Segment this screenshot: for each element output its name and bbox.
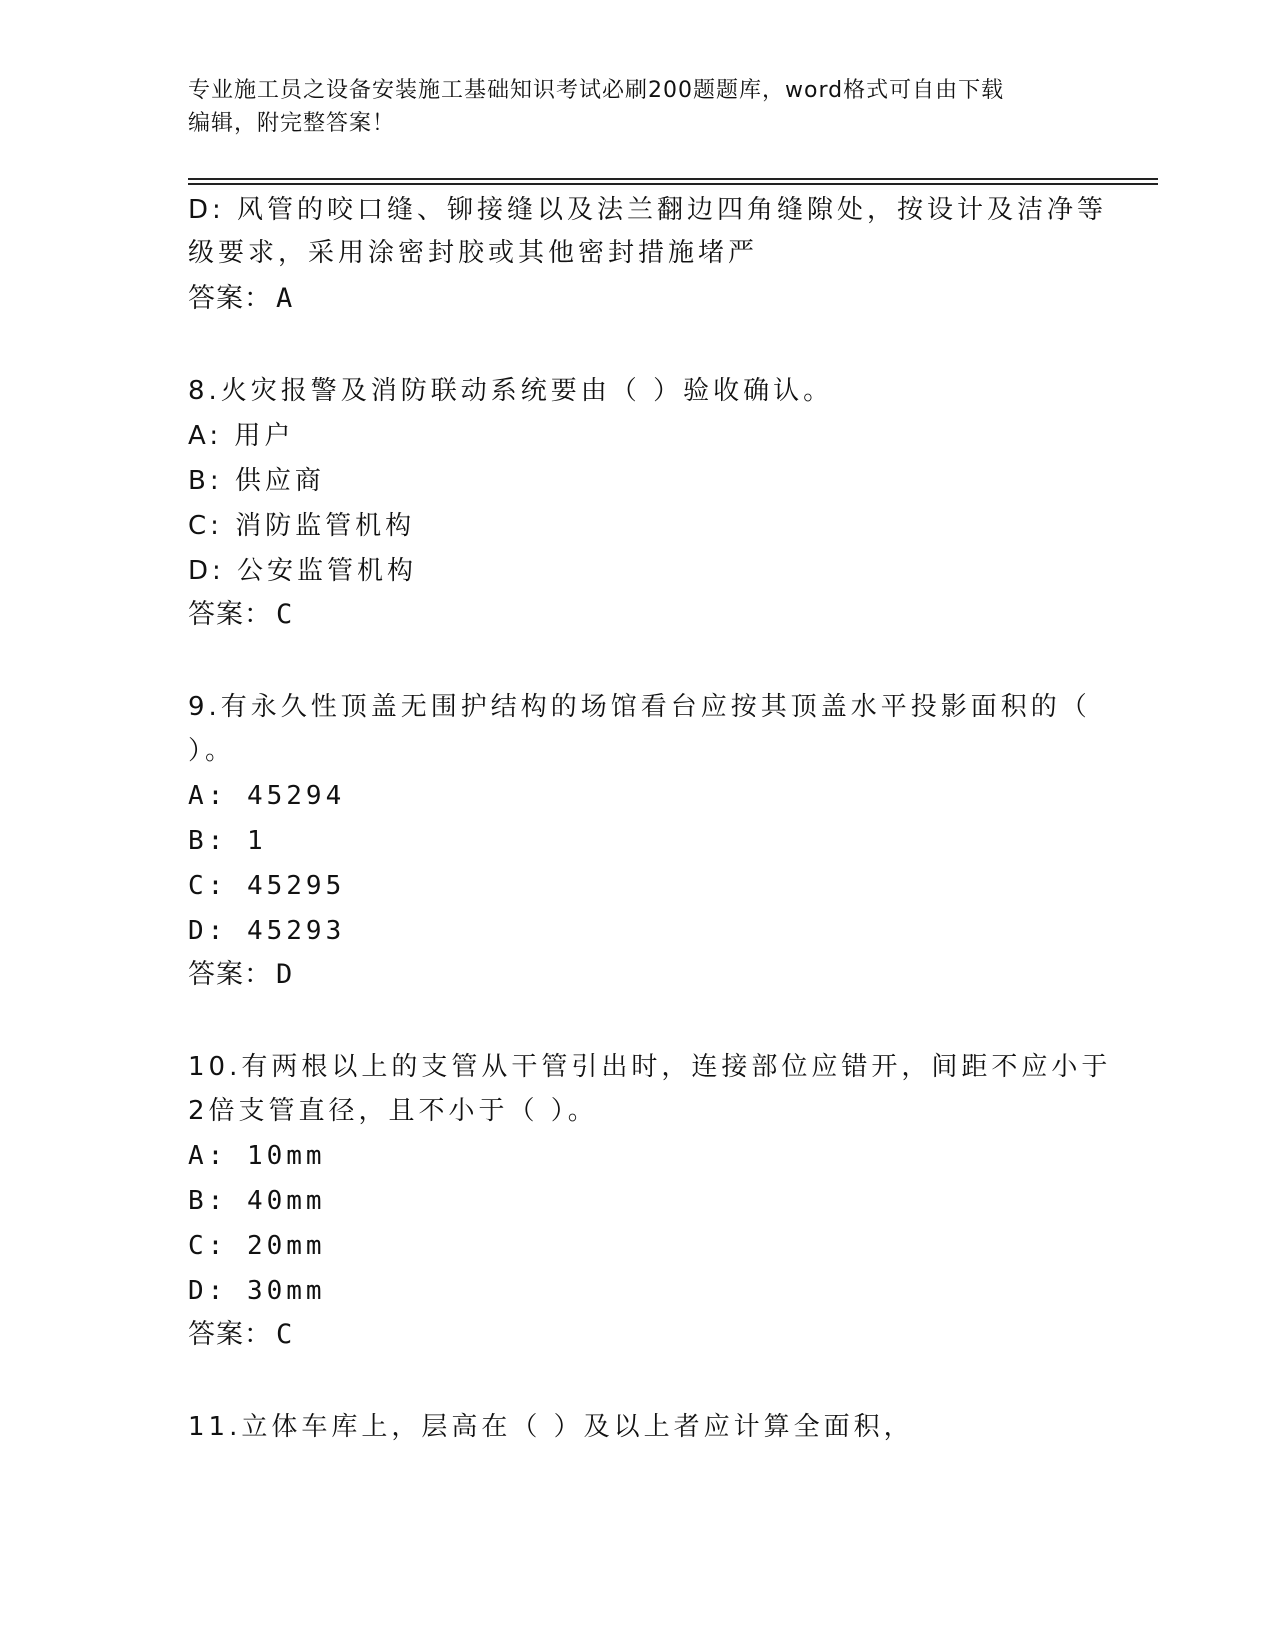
q10-option-d: D: 30mm	[188, 1276, 326, 1306]
q11-stem: 11.立体车库上，层高在（ ）及以上者应计算全面积，	[188, 1412, 914, 1442]
q8-option-d: D: 公安监管机构	[188, 556, 418, 586]
q8-option-c: C: 消防监管机构	[188, 511, 416, 541]
q9-option-d: D: 45293	[188, 916, 346, 946]
q9-option-c: C: 45295	[188, 871, 346, 901]
answer-label: 答案：	[188, 1319, 272, 1350]
answer-value: A	[276, 283, 294, 314]
q8-option-a: A: 用户	[188, 421, 295, 451]
q7-answer	[188, 283, 293, 315]
q10-option-b: B: 40mm	[188, 1186, 326, 1216]
answer-label: 答案：	[188, 283, 272, 314]
q8-option-b: B: 供应商	[188, 466, 325, 496]
answer-value: C	[276, 1319, 294, 1350]
q8-stem: 8.火灾报警及消防联动系统要由（ ）验收确认。	[188, 376, 834, 406]
q8-answer	[188, 599, 293, 631]
answer-value: C	[276, 599, 294, 630]
q10-stem-line-2: 2倍支管直径，且不小于（ ）。	[188, 1096, 598, 1126]
answer-value: D	[276, 959, 294, 990]
q9-answer	[188, 959, 293, 991]
header-divider-bottom	[188, 183, 1158, 185]
q10-answer	[188, 1319, 293, 1351]
q9-stem-line-1: 9.有永久性顶盖无围护结构的场馆看台应按其顶盖水平投影面积的（	[188, 692, 1091, 722]
document-header	[188, 74, 1068, 140]
q9-stem-line-2: ）。	[188, 736, 236, 766]
header-divider-top	[188, 178, 1158, 180]
q7-option-d-line-2: 级要求，采用涂密封胶或其他密封措施堵严	[188, 238, 759, 268]
answer-label: 答案：	[188, 959, 272, 990]
header-line-2: 编辑，附完整答案！	[188, 111, 396, 136]
q9-option-a: A: 45294	[188, 781, 346, 811]
q9-option-b: B: 1	[188, 826, 267, 856]
answer-label: 答案：	[188, 599, 272, 630]
q10-stem-line-1: 10.有两根以上的支管从干管引出时，连接部位应错开，间距不应小于	[188, 1052, 1112, 1082]
q10-option-a: A: 10mm	[188, 1141, 326, 1171]
header-line-1: 专业施工员之设备安装施工基础知识考试必刷200题题库，word格式可自由下载	[188, 78, 1005, 103]
q10-option-c: C: 20mm	[188, 1231, 326, 1261]
q7-option-d-line-1: D: 风管的咬口缝、铆接缝以及法兰翻边四角缝隙处，按设计及洁净等	[188, 195, 1108, 225]
